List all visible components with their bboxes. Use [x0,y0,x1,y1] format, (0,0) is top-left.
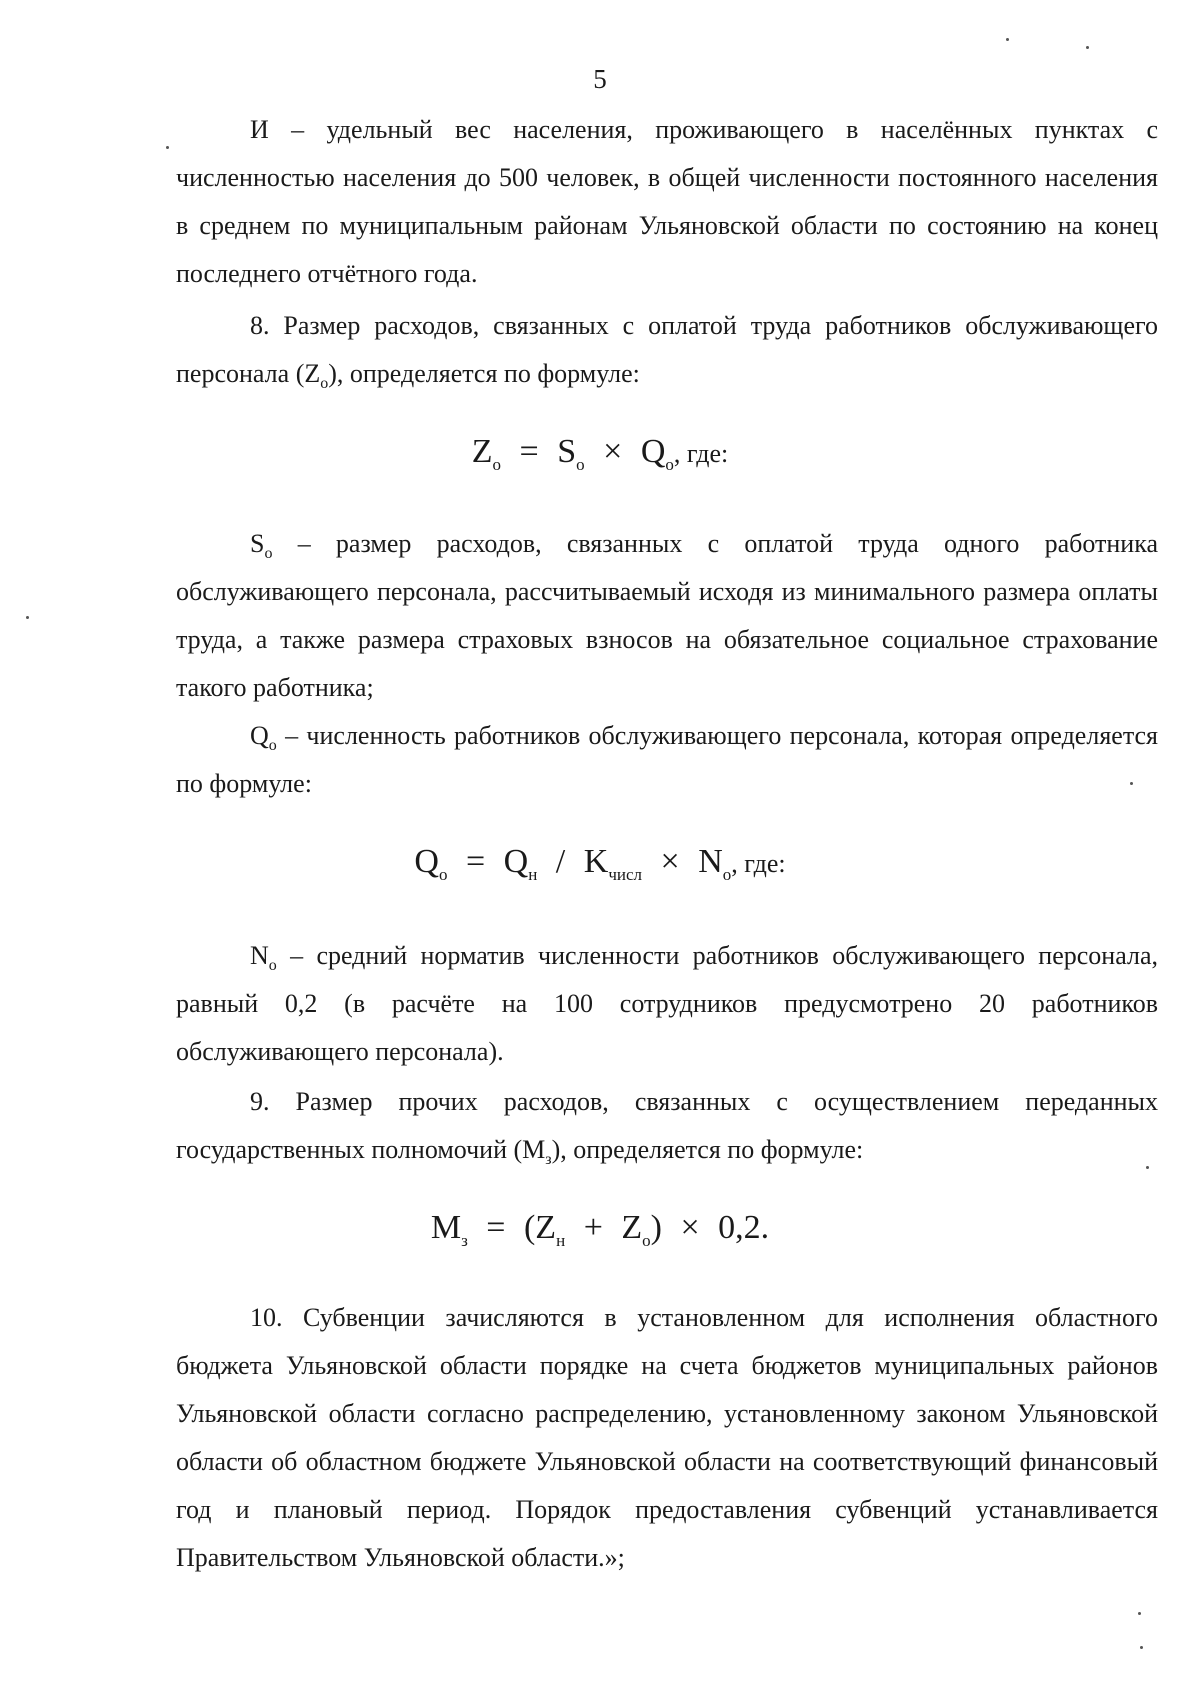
scan-speck [1140,1646,1143,1649]
formula-mz-lhs: M [430,1209,462,1246]
formula-zo-tail: , где: [673,439,729,468]
paragraph-item-8 [176,302,1158,398]
page-number: 5 [593,64,607,94]
so-symbol: S [250,529,265,558]
formula-qo-lhs: Q [414,843,439,880]
formula-qo-a-sub: н [528,865,538,884]
paragraph-item-9-subscript: з [545,1151,552,1168]
formula-mz-b: Z [621,1209,643,1246]
formula-mz-close: ) [650,1209,662,1246]
formula-mz-coef: 0,2. [718,1209,770,1246]
formula-zo-lhs-sub: о [492,455,502,474]
so-subscript: о [264,545,273,562]
paragraph-qo-definition [176,712,1158,808]
formula-mz-b-sub: о [642,1231,651,1250]
no-symbol: N [250,941,269,970]
paragraph-so-definition [176,520,1158,712]
formula-zo-a-sub: о [576,455,585,474]
paragraph-no-definition [176,932,1158,1076]
formula-qo-op: × [660,843,680,880]
paragraph-share-population: И – удельный вес населения, проживающего в населённых пунктах с численностью населения до 500 человек, в общей численности постоянного населения в среднем по муниципальным районам Ульяновской области по состоянию на конец последнего отчётного года. [176,115,1158,288]
scan-speck [1006,38,1009,41]
formula-mz-lhs-sub: з [461,1231,468,1250]
formula-qo-eq: = [465,843,486,880]
formula-zo-op: × [603,433,623,470]
paragraph-item-9-prefix: 9. Размер прочих расходов, связанных с осуществлением переданных государственных полномочий (М [176,1087,1158,1164]
formula-qo [0,838,1200,888]
formula-zo [0,428,1200,478]
formula-qo-c: N [698,843,723,880]
formula-mz-eq: = [486,1209,506,1246]
formula-qo-a: Q [503,843,529,880]
paragraph-item-9-suffix: ), определяется по формуле: [551,1135,864,1164]
paragraph-item-10: 10. Субвенции зачисляются в установленном для исполнения областного бюджета Ульяновской области порядке на счета бюджетов муниципальных районов Ульяновской области согласно распределению, установленному законом Ульяновской области об областном бюджете Ульяновской области на соответствующий финансовый год и плановый период. Порядок предоставления субвенций устанавливается Правительством Ульяновской области.»; [176,1303,1158,1572]
formula-mz-op: × [680,1209,700,1246]
formula-qo-b: K [583,843,609,880]
formula-zo-eq: = [519,433,539,470]
scan-speck [26,616,29,619]
paragraph-item-8-subscript: о [320,375,329,392]
formula-qo-lhs-sub: о [438,865,448,884]
paragraph-item-9 [176,1078,1158,1174]
formula-mz [0,1204,1200,1252]
formula-qo-b-sub: числ [608,865,642,884]
no-subscript: о [268,957,277,974]
qo-subscript: о [268,737,277,754]
formula-zo-b-sub: о [665,455,674,474]
so-definition-text: – размер расходов, связанных с оплатой труда одного работника обслуживающего персонала, рассчитываемый исходя из минимального размера оплаты труда, а также размера страховых взносов на обязательное социальное страхование такого работника; [176,529,1158,702]
formula-zo-lhs: Z [471,433,493,470]
formula-mz-open: ( [523,1209,536,1246]
no-definition-text: – средний норматив численности работников обслуживающего персонала, равный 0,2 (в расчёте на 100 сотрудников предусмотрено 20 работников обслуживающего персонала). [176,941,1158,1066]
qo-definition-text: – численность работников обслуживающего персонала, которая определяется по формуле: [176,721,1158,798]
formula-qo-tail: , где: [731,849,786,878]
scan-speck [166,146,169,149]
formula-mz-a: Z [535,1209,557,1246]
formula-qo-c-sub: о [722,865,732,884]
paragraph-item-8-prefix: 8. Размер расходов, связанных с оплатой труда работников обслуживающего персонала (Z [176,311,1158,388]
formula-zo-b: Q [640,433,666,470]
paragraph-item-8-suffix: ), определяется по формуле: [328,359,640,388]
formula-mz-a-sub: н [556,1231,566,1250]
formula-mz-plus: + [583,1209,603,1246]
scan-speck [1086,46,1089,49]
formula-zo-a: S [557,433,577,470]
scan-speck [1138,1612,1141,1615]
formula-qo-div: / [555,843,566,880]
qo-symbol: Q [250,721,269,750]
